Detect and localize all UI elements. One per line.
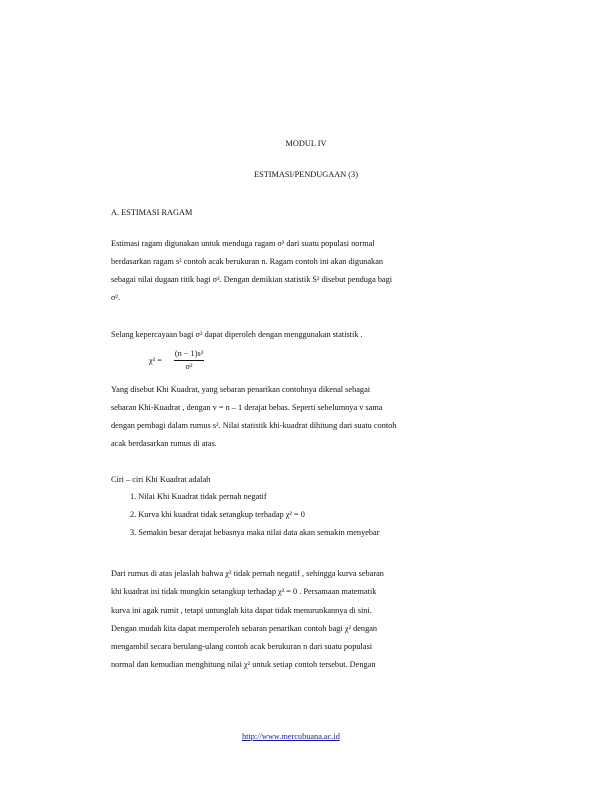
paragraph-confidence: Selang kepercayaan bagi σ² dapat diperoleh dengan menggunakan statistik . [111, 330, 363, 339]
text-line: Estimasi ragam digunakan untuk menduga ragam σ² dari suatu populasi normal [111, 239, 375, 248]
text-line: Dengan mudah kita dapat memperoleh sebaran penarikan contoh bagi χ² dengan [111, 624, 378, 633]
list-item: 2. Kurva khi kuadrat tidak setangkup terhadap χ² = 0 [130, 510, 305, 519]
fraction-bar [174, 360, 204, 361]
text-line: dengan pembagi dalam rumus s². Nilai statistik khi-kuadrat dihitung dari suatu contoh [111, 421, 397, 430]
text-line: σ². [111, 293, 121, 302]
text-line: acak berdasarkan rumus di atas. [111, 439, 217, 448]
formula-numerator: (n − 1)s² [174, 349, 204, 358]
text-line: kurva ini agak rumit , tetapi untunglah kita dapat tidak menurunkannya di sini. [111, 606, 372, 615]
footer-link[interactable]: http://www.mercubuana.ac.id [242, 732, 340, 741]
list-item: 3. Semakin besar derajat bebasnya maka nilai data akan semakin menyebar [130, 528, 380, 537]
text-line: Dari rumus di atas jelaslah bahwa χ² tidak pernah negatif , sehingga kurva sebaran [111, 569, 384, 578]
text-line: sebaran Khi-Kuadrat , dengan v = n – 1 derajat bebas. Seperti sebelumnya v sama [111, 403, 383, 412]
list-intro: Ciri – ciri Khi Kuadrat adalah [111, 475, 211, 484]
text-line: Yang disebut Khi Kuadrat, yang sebaran penarikan contohnya dikenal sebagai [111, 385, 371, 394]
text-line: mengambil secara berulang-ulang contoh acak berukuran n dari suatu populasi [111, 642, 373, 651]
text-line: normal dan kemudian menghitung nilai χ² untuk setiap contoh tersebut. Dengan [111, 660, 376, 669]
text-line: sebagai nilai dugaan titik bagi σ². Dengan demikian statistik S² disebut penduga bagi [111, 275, 393, 284]
text-line: khi kuadrat ini tidak mungkin setangkup terhadap χ² = 0 . Persamaan matematik [111, 587, 377, 596]
module-label: MODUL IV [285, 139, 327, 148]
page-title: ESTIMASI/PENDUGAAN (3) [254, 170, 358, 179]
text-line: berdasarkan ragam s² contoh acak berukuran n. Ragam contoh ini akan digunakan [111, 257, 384, 266]
formula-lhs: χ² = [149, 356, 162, 365]
formula-denominator: σ² [185, 362, 193, 371]
list-item: 1. Nilai Khi Kuadrat tidak pernah negatif [130, 492, 267, 501]
section-heading: A. ESTIMASI RAGAM [111, 208, 193, 217]
